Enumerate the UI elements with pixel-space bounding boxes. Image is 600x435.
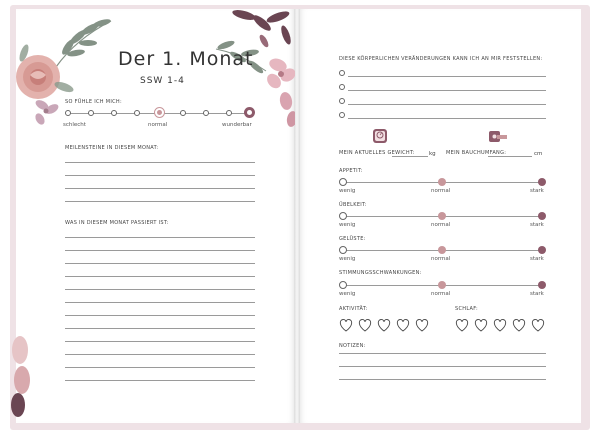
milestones-line[interactable] xyxy=(65,162,255,163)
nausea-high-option[interactable] xyxy=(538,212,546,220)
heart-icon xyxy=(397,319,408,331)
mood-swings-mid-option[interactable] xyxy=(438,281,446,289)
events-label: WAS IN DIESEM MONAT PASSIERT IST: xyxy=(65,220,169,226)
page-title: Der 1. Monat xyxy=(118,48,254,70)
heart-icon xyxy=(532,319,543,331)
milestones-line[interactable] xyxy=(65,201,255,202)
events-line[interactable] xyxy=(65,276,255,277)
change-line[interactable] xyxy=(348,104,546,105)
milestones-line[interactable] xyxy=(65,188,255,189)
mood-swings-high-option[interactable] xyxy=(538,281,546,289)
appetite-high-label: stark xyxy=(530,188,544,194)
nausea-low-label: wenig xyxy=(339,222,356,228)
change-checkbox[interactable] xyxy=(339,70,345,76)
nausea-high-label: stark xyxy=(530,222,544,228)
appetite-low-option[interactable] xyxy=(339,178,347,186)
mood-option[interactable] xyxy=(65,110,71,116)
mood-option[interactable] xyxy=(88,110,94,116)
events-line[interactable] xyxy=(65,302,255,303)
mood-swings-high-label: stark xyxy=(530,291,544,297)
mood-high-label: wunderbar xyxy=(222,122,252,128)
notes-line[interactable] xyxy=(339,379,546,380)
page-subtitle: SSW 1-4 xyxy=(140,76,185,86)
events-line[interactable] xyxy=(65,289,255,290)
nausea-label: ÜBELKEIT: xyxy=(339,202,367,208)
heart-icon xyxy=(475,319,486,331)
change-line[interactable] xyxy=(348,118,546,119)
weight-unit: kg xyxy=(429,151,436,157)
heart-icon xyxy=(359,319,370,331)
cravings-low-label: wenig xyxy=(339,256,356,262)
events-line[interactable] xyxy=(65,328,255,329)
mood-option[interactable] xyxy=(180,110,186,116)
mood-label: SO FÜHLE ICH MICH: xyxy=(65,99,122,105)
change-line[interactable] xyxy=(348,76,546,77)
appetite-label: APPETIT: xyxy=(339,168,363,174)
events-line[interactable] xyxy=(65,380,255,381)
change-checkbox[interactable] xyxy=(339,112,345,118)
nausea-mid-option[interactable] xyxy=(438,212,446,220)
appetite-mid-label: normal xyxy=(431,188,451,194)
mood-mid-label: normal xyxy=(148,122,168,128)
mood-option-wonderful[interactable] xyxy=(244,107,255,118)
cravings-high-option[interactable] xyxy=(538,246,546,254)
heart-icon xyxy=(416,319,427,331)
cravings-mid-label: normal xyxy=(431,256,451,262)
milestones-label: MEILENSTEINE IN DIESEM MONAT: xyxy=(65,145,159,151)
notes-line[interactable] xyxy=(339,353,546,354)
leaf-icon xyxy=(56,18,111,67)
events-line[interactable] xyxy=(65,250,255,251)
events-line[interactable] xyxy=(65,263,255,264)
events-line[interactable] xyxy=(65,367,255,368)
nausea-mid-label: normal xyxy=(431,222,451,228)
belly-input-line[interactable] xyxy=(488,156,532,157)
rose-icon xyxy=(16,55,60,99)
cravings-high-label: stark xyxy=(530,256,544,262)
cravings-low-option[interactable] xyxy=(339,246,347,254)
heart-icon xyxy=(494,319,505,331)
milestones-line[interactable] xyxy=(65,175,255,176)
mood-option-normal[interactable] xyxy=(154,107,165,118)
mood-low-label: schlecht xyxy=(63,122,86,128)
appetite-mid-option[interactable] xyxy=(438,178,446,186)
belly-label: MEIN BAUCHUMFANG: xyxy=(446,150,507,156)
weight-label: MEIN AKTUELLES GEWICHT: xyxy=(339,150,415,156)
sleep-label: SCHLAF: xyxy=(455,306,479,312)
cravings-label: GELÜSTE: xyxy=(339,236,366,242)
events-line[interactable] xyxy=(65,341,255,342)
mood-option[interactable] xyxy=(203,110,209,116)
mood-swings-low-option[interactable] xyxy=(339,281,347,289)
heart-icon xyxy=(456,319,467,331)
sleep-hearts xyxy=(454,317,554,333)
mood-swings-low-label: wenig xyxy=(339,291,356,297)
change-checkbox[interactable] xyxy=(339,98,345,104)
events-line[interactable] xyxy=(65,237,255,238)
tape-measure-icon xyxy=(488,129,508,143)
scale-icon xyxy=(372,128,388,144)
mood-option[interactable] xyxy=(226,110,232,116)
changes-label: DIESE KÖRPERLICHEN VERÄNDERUNGEN KANN ICH AN MIR FESTSTELLEN: xyxy=(339,56,543,62)
notes-label: NOTIZEN: xyxy=(339,343,366,349)
heart-icon xyxy=(378,319,389,331)
notes-line[interactable] xyxy=(339,366,546,367)
mood-option[interactable] xyxy=(111,110,117,116)
mood-swings-label: STIMMUNGSSCHWANKUNGEN: xyxy=(339,270,422,276)
heart-icon xyxy=(340,319,351,331)
appetite-low-label: wenig xyxy=(339,188,356,194)
events-line[interactable] xyxy=(65,354,255,355)
mood-option[interactable] xyxy=(134,110,140,116)
change-line[interactable] xyxy=(348,90,546,91)
cravings-mid-option[interactable] xyxy=(438,246,446,254)
appetite-high-option[interactable] xyxy=(538,178,546,186)
mood-swings-mid-label: normal xyxy=(431,291,451,297)
change-checkbox[interactable] xyxy=(339,84,345,90)
activity-hearts xyxy=(338,317,438,333)
weight-input-line[interactable] xyxy=(392,156,428,157)
heart-icon xyxy=(513,319,524,331)
belly-unit: cm xyxy=(534,151,543,157)
floral-decoration-bottom xyxy=(10,330,32,420)
nausea-low-option[interactable] xyxy=(339,212,347,220)
events-line[interactable] xyxy=(65,315,255,316)
activity-label: AKTIVITÄT: xyxy=(339,306,368,312)
